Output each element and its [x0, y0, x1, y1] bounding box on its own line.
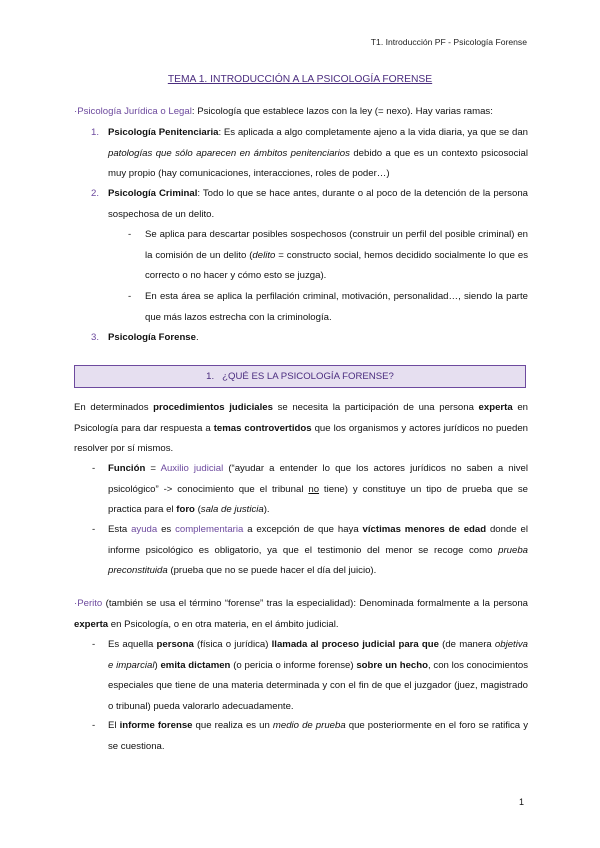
intro-bullet: · [74, 106, 78, 117]
highlight-text: complementaria [175, 524, 244, 535]
branch-term: Psicología Criminal [108, 188, 198, 199]
text: ). [263, 504, 270, 515]
text: En determinados [74, 402, 154, 413]
paragraph-procedimientos [74, 398, 528, 460]
section-title: ¿QUÉ ES LA PSICOLOGÍA FORENSE? [222, 371, 394, 382]
branch-text: : Todo lo que se hace antes, durante o al poco de la detención de la persona sospechosa de un delito. [108, 188, 528, 220]
text: (de manera [438, 639, 495, 650]
branch-item-penitenciaria [108, 123, 528, 185]
bold-text: llamada al proceso judicial para que [271, 639, 439, 650]
italic-text: prueba preconstituida [108, 544, 528, 576]
bold-text: temas controvertidos [213, 422, 312, 434]
text: Es aquella [108, 639, 157, 650]
branch-term: Psicología Penitenciaria [108, 127, 219, 138]
underlined-text: no [308, 483, 320, 495]
italic-text: medio de prueba [272, 720, 346, 731]
document-title: TEMA 1. INTRODUCCIÓN A LA PSICOLOGÍA FORENSE [167, 74, 433, 85]
section-number: 1. [206, 371, 215, 382]
highlight-text: Auxilio judicial [160, 463, 224, 474]
list-dash: - [92, 463, 96, 474]
text: que los organismos y actores jurídicos no pueden resolver por sí mismos. [74, 422, 528, 454]
page-header: T1. Introducción PF - Psicología Forense [370, 37, 527, 47]
bold-text: experta [74, 618, 109, 630]
text: tiene) y constituye un tipo de prueba que se practica para el [108, 483, 528, 515]
list-item-persona [108, 635, 528, 717]
italic-text: sala de justicia [200, 504, 264, 515]
sub-italic: delito [252, 249, 276, 261]
text: en Psicología, o en otra materia, en el ámbito judicial. [108, 618, 339, 630]
sub-dash: - [128, 229, 132, 240]
bold-text: víctimas menores de edad [362, 524, 487, 535]
sub-text-2: = constructo social, hemos decidido socialmente lo que es correcto o no hacer y cómo esto se juzga). [145, 249, 529, 281]
bold-text: foro [176, 504, 195, 515]
bold-text: experta [478, 402, 513, 413]
branch-number: 1. [91, 127, 100, 138]
perito-bullet: · [74, 598, 78, 609]
text: que realiza es un [192, 720, 273, 731]
branch-term: Psicología Forense [108, 332, 196, 343]
text: (o pericia o informe forense) [230, 659, 357, 671]
branch-item-forense [108, 328, 528, 349]
text: , con los conocimientos especiales que tiene de una materia determinada y con el fin de que el juzgador (juez, magistrado o tribunal) pueda valorarlo adecuadamente. [108, 659, 529, 712]
highlight-text: ayuda [131, 524, 158, 535]
text: (física o jurídica) [193, 639, 272, 650]
intro-text: : Psicología que establece lazos con la ley (= nexo). Hay varias ramas: [191, 106, 493, 117]
bold-text: Función [108, 463, 146, 474]
section-heading [74, 365, 526, 388]
text: (también se usa el término “forense” tras la especialidad): Denominada formalmente a la persona [102, 598, 528, 609]
perito-term: Perito [77, 598, 103, 609]
text: es [157, 524, 176, 535]
text: en Psicología para dar respuesta a [74, 402, 528, 434]
branch-number: 3. [91, 332, 100, 343]
list-dash: - [92, 639, 96, 650]
text: (prueba que no se puede hacer el día del juicio). [167, 565, 377, 576]
bold-text: sobre un hecho [356, 659, 428, 671]
intro-paragraph [74, 102, 528, 123]
text: El [108, 720, 120, 731]
text: ) [154, 659, 161, 671]
branch-text: : Es aplicada a algo completamente ajeno a la vida diaria, ya que se dan [218, 127, 529, 138]
list-item-ayuda [108, 520, 528, 582]
criminal-sub-item [145, 225, 528, 287]
text: donde el informe psicológico es obligatorio, ya que el testimonio del menor se recoge como [108, 524, 528, 556]
page-number: 1 [518, 797, 524, 807]
italic-text: objetiva e imparcial [108, 639, 528, 671]
text: a excepción de que haya [243, 524, 363, 535]
sub-text: Se aplica para descartar posibles sospechosos (construir un perfil del posible criminal) en la comisión de un delito ( [145, 229, 528, 261]
text: = [145, 463, 161, 474]
text: se necesita la participación de una persona [272, 402, 479, 413]
branch-number: 2. [91, 188, 100, 199]
list-item-funcion [108, 459, 528, 521]
sub-dash: - [128, 291, 132, 302]
paragraph-perito [74, 594, 528, 635]
intro-term: Psicología Jurídica o Legal [77, 106, 192, 117]
bold-text: procedimientos judiciales [153, 402, 273, 413]
text: Esta [108, 524, 132, 535]
branch-italic: patologías que sólo aparecen en ámbitos penitenciarios [108, 147, 350, 159]
bold-text: persona [156, 639, 194, 650]
list-dash: - [92, 720, 96, 731]
bold-text: emita dictamen [160, 659, 231, 671]
text: (“ayudar a entender lo que los actores jurídicos no saben a nivel psicológico” -> conocimiento que el tribunal [108, 463, 529, 495]
list-dash: - [92, 524, 96, 535]
criminal-sub-item: En esta área se aplica la perfilación criminal, motivación, personalidad…, siendo la parte que más lazos estrecha con la criminología. [145, 291, 528, 323]
text: ( [194, 504, 201, 515]
branch-item-criminal [108, 184, 528, 225]
branch-text: . [195, 332, 199, 343]
bold-text: informe forense [119, 720, 193, 731]
text: que posteriormente en el foro se ratifica y se cuestiona. [108, 720, 528, 752]
branch-text-2: debido a que es un contexto psicosocial muy propio (hay comunicaciones, interacciones, roles de poder…) [108, 147, 528, 179]
list-item-informe [108, 716, 528, 757]
